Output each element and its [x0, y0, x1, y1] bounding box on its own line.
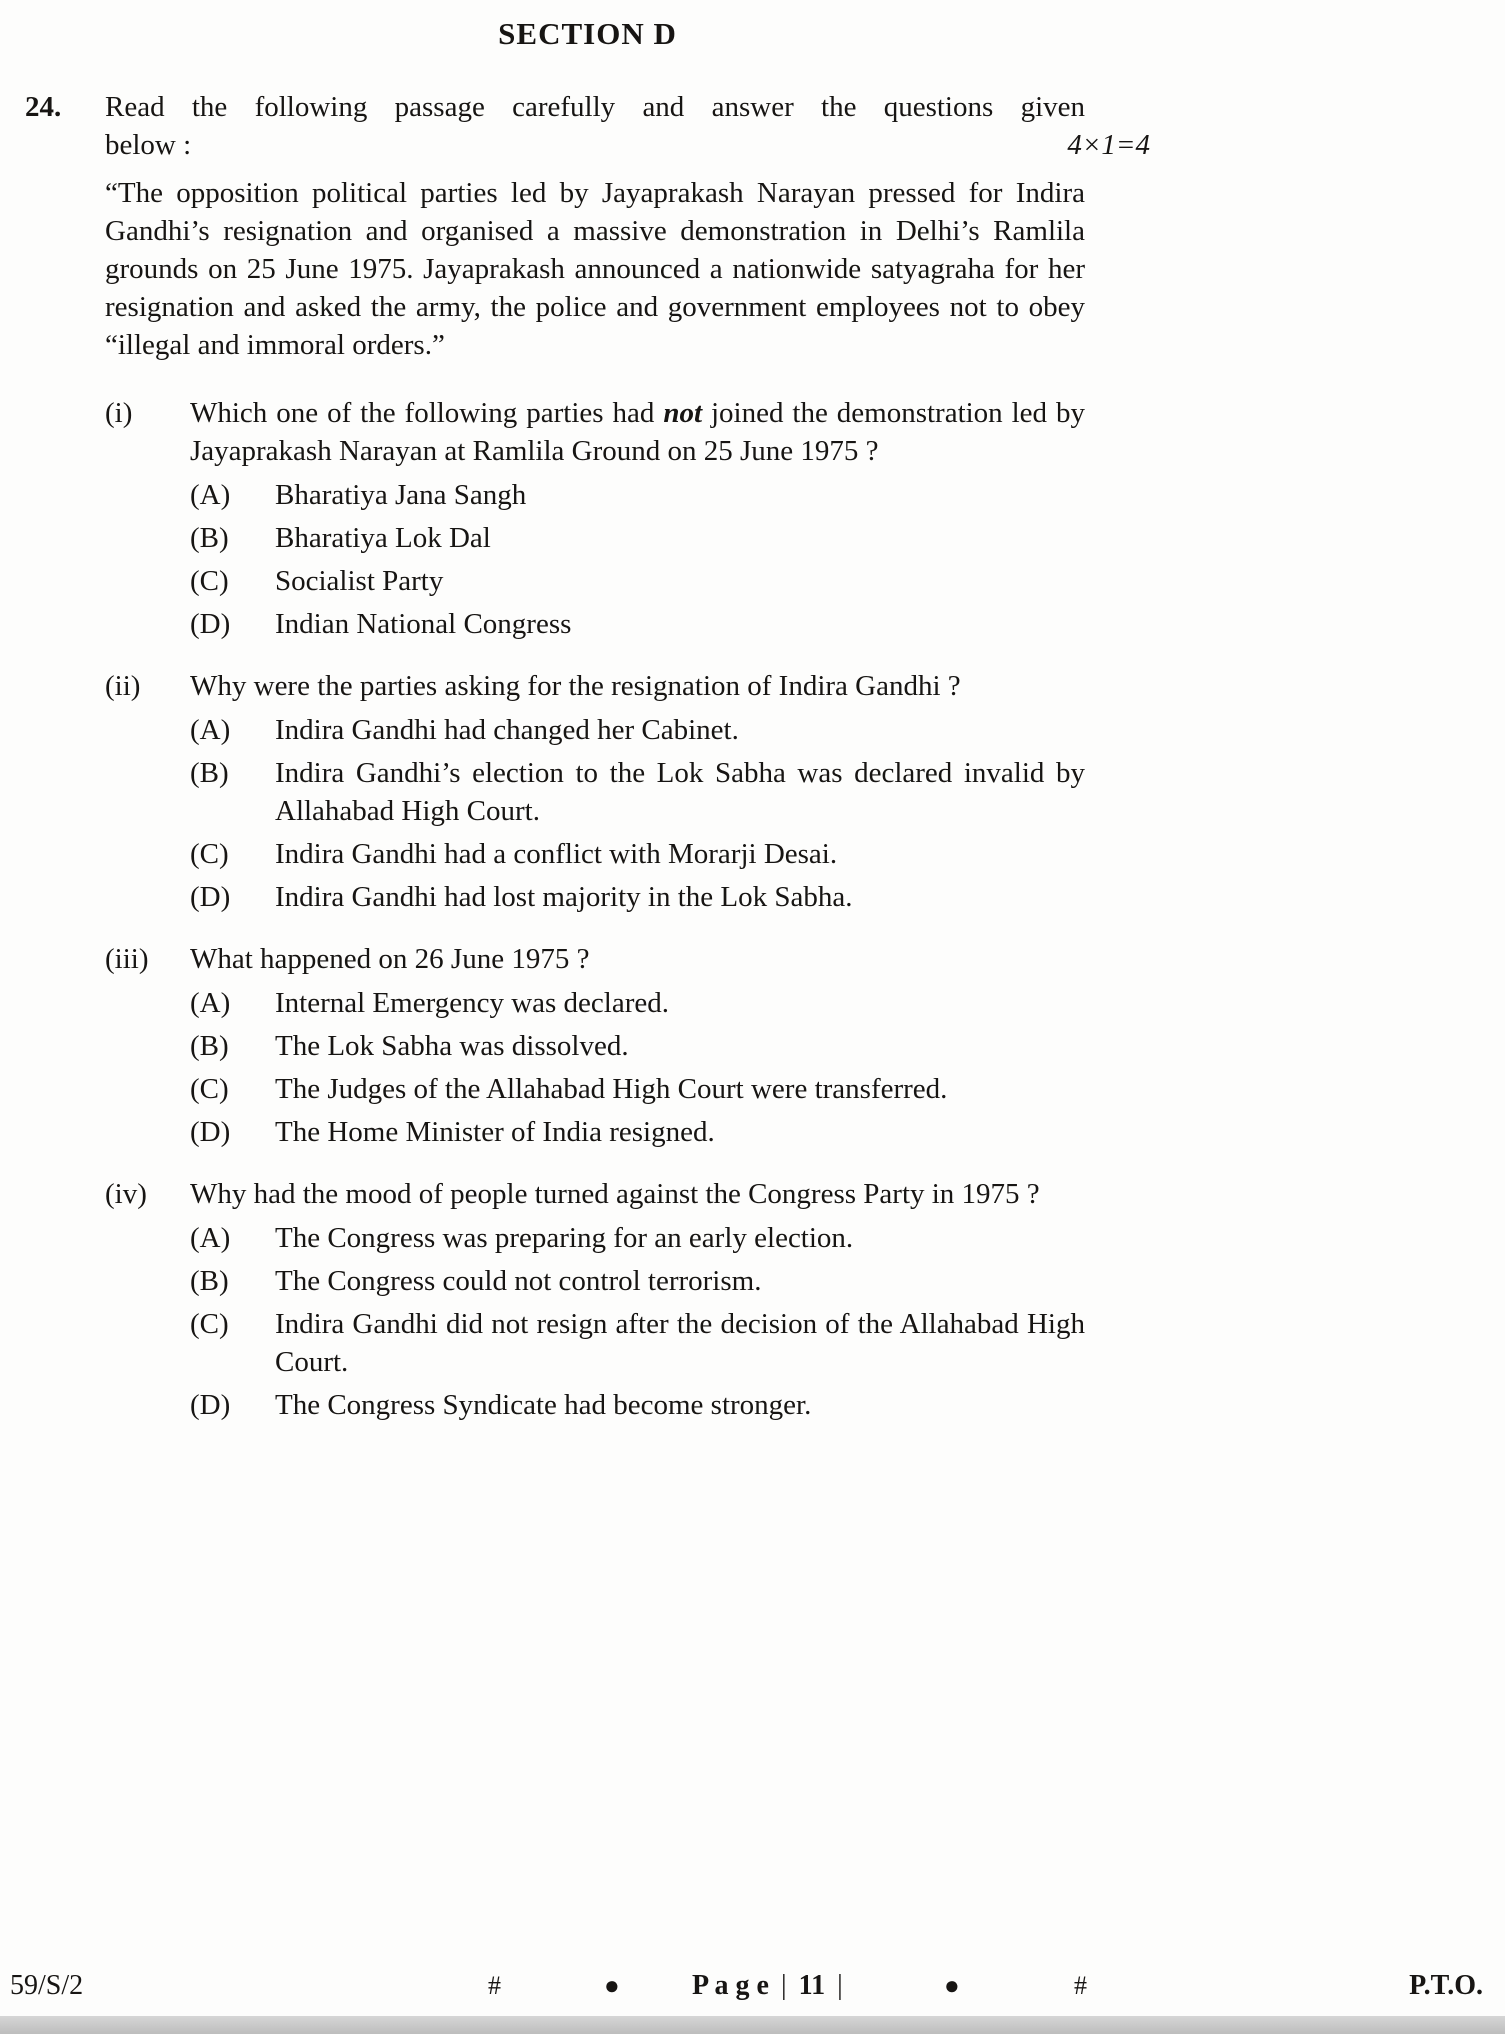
option-text: Socialist Party	[275, 565, 444, 597]
option-text: The Congress was preparing for an early election.	[275, 1222, 854, 1254]
subquestion-iv-text: Why had the mood of people turned against the Congress Party in 1975 ?	[190, 1178, 1040, 1210]
option-row	[190, 1070, 1085, 1108]
option-label: (D)	[190, 608, 231, 640]
subquestion-iv-body	[190, 1175, 1085, 1424]
marks-label: 4×1=4	[1067, 129, 1150, 161]
option-text: The Judges of the Allahabad High Court were transferred.	[275, 1073, 948, 1105]
question-intro-line1: Read the following passage carefully and answer the questions given	[105, 91, 1085, 123]
option-row	[190, 711, 1085, 749]
option-row	[190, 562, 1085, 600]
separator-pipe: |	[837, 1970, 843, 2001]
option-label: (A)	[190, 987, 231, 1019]
option-text: Indian National Congress	[275, 608, 572, 640]
subquestion-i-text-emphasis: not	[663, 397, 703, 429]
section-title: SECTION D	[498, 16, 677, 51]
option-text: The Lok Sabha was dissolved.	[275, 1030, 629, 1062]
passage-text: “The opposition political parties led by Jayaprakash Narayan pressed for Indira Gandhi’s resignation and organised a massive demonstration in Delhi’s Ramlila grounds on 25 June 1975. Jayaprakash announced a nationwide satyagraha for her resignation and asked the army, the police and government employees not to obey “illegal and immoral orders.”	[105, 177, 1085, 361]
subquestion-iii-options	[190, 984, 1085, 1151]
subquestion-ii-body	[190, 667, 1085, 916]
option-label: (D)	[190, 1389, 231, 1421]
subquestion-i	[105, 394, 1085, 643]
subquestion-iii	[105, 940, 1085, 1151]
subquestion-iv	[105, 1175, 1085, 1424]
subquestion-ii-label: (ii)	[105, 670, 141, 702]
subquestion-iv-options	[190, 1219, 1085, 1424]
option-text: Indira Gandhi’s election to the Lok Sabha was declared invalid by Allahabad High Court.	[275, 757, 1085, 827]
option-row	[190, 519, 1085, 557]
option-label: (B)	[190, 1030, 229, 1062]
scan-edge-artifact	[0, 2016, 1505, 2034]
option-row	[190, 1027, 1085, 1065]
option-text: Indira Gandhi did not resign after the decision of the Allahabad High Court.	[275, 1308, 1085, 1378]
option-row	[190, 984, 1085, 1022]
option-text: Bharatiya Jana Sangh	[275, 479, 527, 511]
question-24	[25, 88, 1150, 1424]
subquestion-i-text	[190, 394, 1085, 470]
option-label: (B)	[190, 1265, 229, 1297]
option-text: The Congress Syndicate had become stronger.	[275, 1389, 812, 1421]
option-text: The Congress could not control terrorism.	[275, 1265, 762, 1297]
subquestion-ii-options	[190, 711, 1085, 916]
question-intro	[105, 88, 1150, 164]
option-row	[190, 1262, 1085, 1300]
question-body	[105, 88, 1150, 1424]
subquestion-ii-text: Why were the parties asking for the resignation of Indira Gandhi ?	[190, 670, 961, 702]
pto-label: P.T.O.	[1409, 1970, 1483, 2001]
question-intro-line2: below :	[105, 129, 192, 161]
option-row	[190, 1305, 1085, 1381]
option-text: Indira Gandhi had a conflict with Morarji Desai.	[275, 838, 838, 870]
option-text: Bharatiya Lok Dal	[275, 522, 491, 554]
bullet-mark-right: ●	[944, 1971, 960, 2000]
option-label: (C)	[190, 1073, 229, 1105]
subquestion-iii-text: What happened on 26 June 1975 ?	[190, 943, 590, 975]
option-row	[190, 605, 1085, 643]
hash-mark-left: #	[488, 1971, 501, 2000]
option-label: (A)	[190, 714, 231, 746]
subquestion-i-label: (i)	[105, 397, 133, 429]
page-footer	[0, 1966, 1505, 2010]
option-text: Indira Gandhi had lost majority in the Lok Sabha.	[275, 881, 853, 913]
option-row	[190, 1113, 1085, 1151]
option-label: (D)	[190, 881, 231, 913]
option-label: (C)	[190, 565, 229, 597]
page-number	[692, 1966, 855, 2006]
hash-mark-right: #	[1074, 1971, 1087, 2000]
option-label: (D)	[190, 1116, 231, 1148]
option-label: (B)	[190, 757, 229, 789]
option-row	[190, 1386, 1085, 1424]
option-text: Internal Emergency was declared.	[275, 987, 669, 1019]
subquestion-iii-label: (iii)	[105, 943, 149, 975]
subquestion-i-text-post: joined the demonstration led by Jayaprakash Narayan at Ramlila Ground on 25 June 1975 ?	[190, 397, 1085, 467]
option-label: (B)	[190, 522, 229, 554]
subquestion-iii-body	[190, 940, 1085, 1151]
option-row	[190, 476, 1085, 514]
page-number-value: 11	[798, 1970, 826, 2001]
option-text: Indira Gandhi had changed her Cabinet.	[275, 714, 739, 746]
question-number: 24.	[25, 91, 62, 123]
subquestion-i-options	[190, 476, 1085, 643]
option-row	[190, 754, 1085, 830]
page-content	[25, 14, 1150, 1424]
subquestion-i-body	[190, 394, 1085, 643]
option-row	[190, 835, 1085, 873]
bullet-mark-left: ●	[604, 1971, 620, 2000]
subquestion-i-text-pre: Which one of the following parties had	[190, 397, 664, 429]
subquestion-ii	[105, 667, 1085, 916]
option-label: (A)	[190, 479, 231, 511]
option-row	[190, 878, 1085, 916]
option-row	[190, 1219, 1085, 1257]
subquestion-iv-label: (iv)	[105, 1178, 147, 1210]
option-text: The Home Minister of India resigned.	[275, 1116, 715, 1148]
page-word: P a g e	[692, 1970, 769, 2001]
option-label: (C)	[190, 1308, 229, 1340]
option-label: (C)	[190, 838, 229, 870]
option-label: (A)	[190, 1222, 231, 1254]
separator-pipe: |	[781, 1970, 787, 2001]
paper-code: 59/S/2	[10, 1970, 84, 2001]
